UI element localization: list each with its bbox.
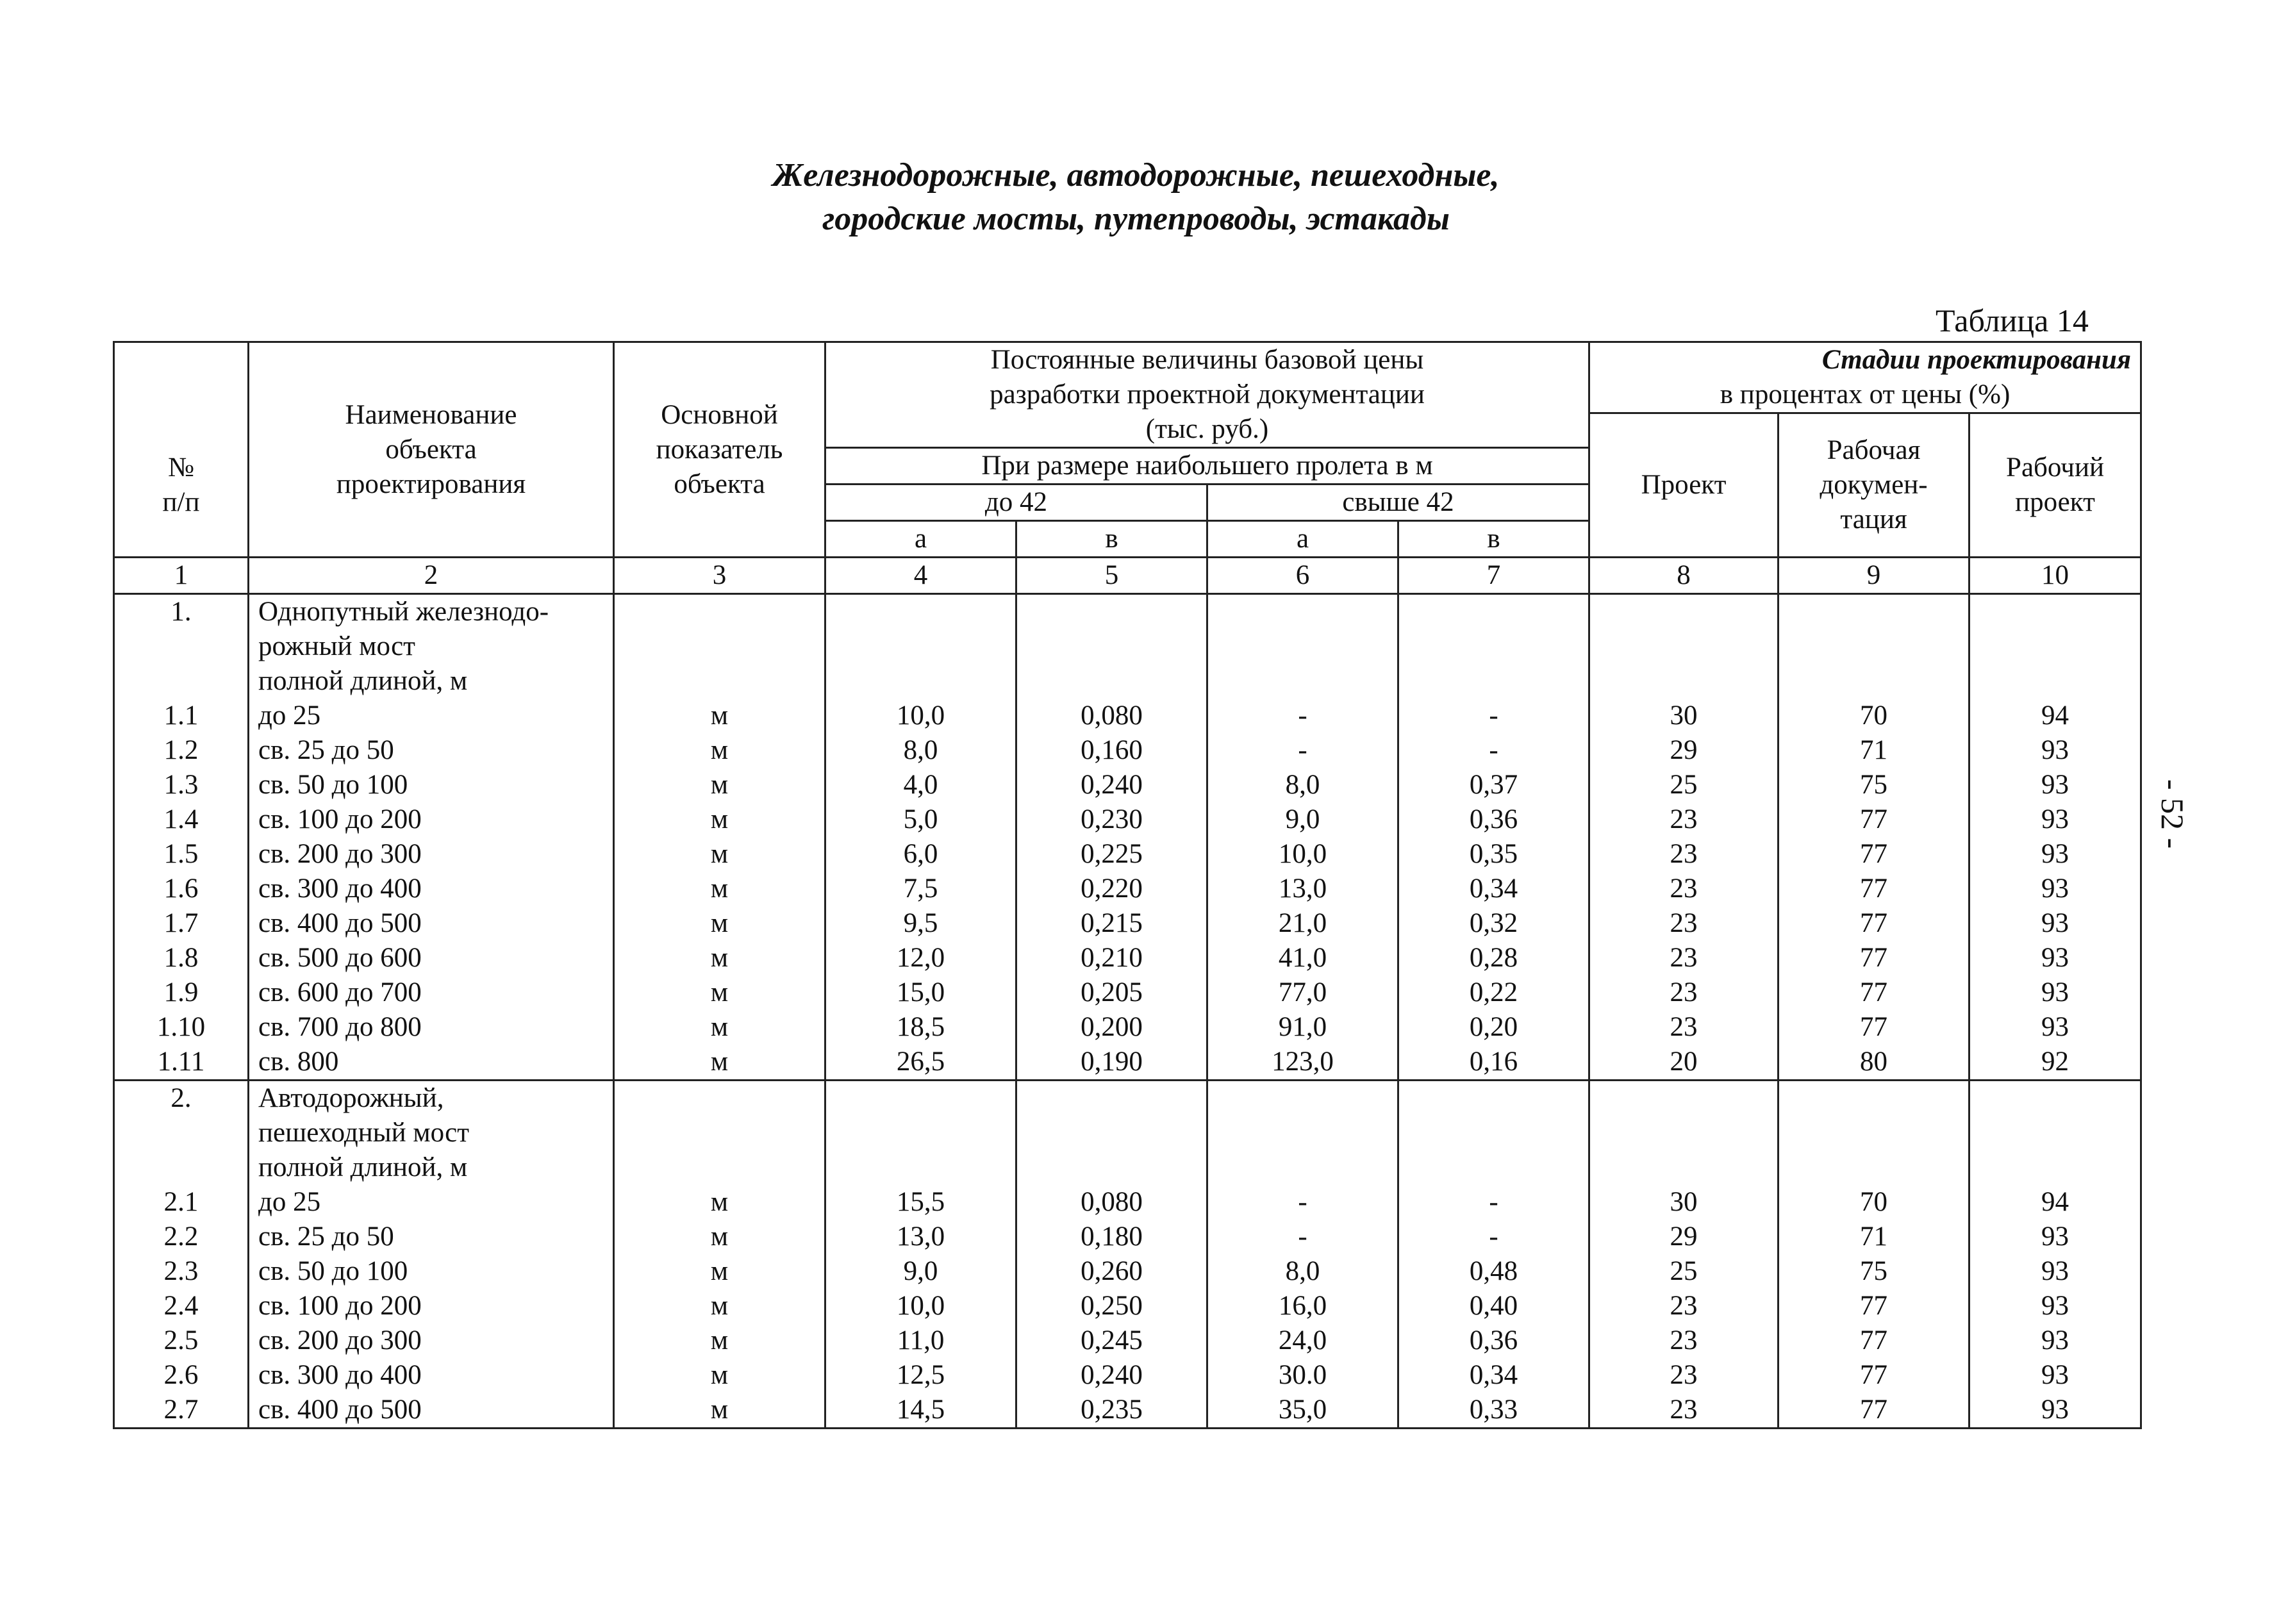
- row-unit: м: [614, 1010, 825, 1045]
- row-upto-b: 0,205: [1016, 975, 1207, 1010]
- row-project-pct: 30: [1589, 699, 1779, 733]
- row-upto-b: 0,250: [1016, 1289, 1207, 1323]
- section-name-line: Автодорожный,: [258, 1083, 444, 1113]
- row-over-b: 0,22: [1398, 975, 1589, 1010]
- row-over-a: 13,0: [1207, 872, 1398, 906]
- row-project-pct: 20: [1589, 1045, 1779, 1081]
- row-number: 1.1: [114, 699, 249, 733]
- row-number: 1.2: [114, 733, 249, 768]
- row-workdoc-pct: 80: [1779, 1045, 1969, 1081]
- row-upto-a: 13,0: [825, 1220, 1016, 1254]
- empty-cell: [1016, 594, 1207, 699]
- section-number: 1.: [114, 594, 249, 699]
- row-workproj-pct: 93: [1969, 1220, 2141, 1254]
- section-name: [249, 594, 614, 699]
- row-project-pct: 23: [1589, 1323, 1779, 1358]
- row-project-pct: 23: [1589, 941, 1779, 975]
- row-upto-a: 9,5: [825, 906, 1016, 941]
- table-row: [114, 941, 2141, 975]
- column-number: 10: [1969, 558, 2141, 594]
- table-row: [114, 1010, 2141, 1045]
- row-over-a: 123,0: [1207, 1045, 1398, 1081]
- empty-cell: [1398, 594, 1589, 699]
- row-upto-a: 10,0: [825, 699, 1016, 733]
- table-row: [114, 733, 2141, 768]
- row-upto-a: 26,5: [825, 1045, 1016, 1081]
- row-project-pct: 23: [1589, 802, 1779, 837]
- row-unit: м: [614, 1393, 825, 1429]
- header-col-b-1: в: [1016, 521, 1207, 558]
- row-unit: м: [614, 768, 825, 802]
- column-number: 4: [825, 558, 1016, 594]
- row-upto-b: 0,235: [1016, 1393, 1207, 1429]
- row-over-b: 0,48: [1398, 1254, 1589, 1289]
- row-number: 1.6: [114, 872, 249, 906]
- row-name: св. 600 до 700: [249, 975, 614, 1010]
- section-name-line: Однопутный железнодо-: [258, 597, 549, 627]
- row-workdoc-pct: 70: [1779, 699, 1969, 733]
- table-body: [114, 558, 2141, 1429]
- row-name: св. 50 до 100: [249, 1254, 614, 1289]
- row-number: 2.4: [114, 1289, 249, 1323]
- row-workproj-pct: 93: [1969, 906, 2141, 941]
- row-number: 2.1: [114, 1185, 249, 1220]
- row-name: до 25: [249, 1185, 614, 1220]
- row-workproj-pct: 93: [1969, 1323, 2141, 1358]
- header-project: Проект: [1589, 413, 1779, 558]
- row-number: 1.4: [114, 802, 249, 837]
- table-row: [114, 1358, 2141, 1393]
- row-name: св. 300 до 400: [249, 1358, 614, 1393]
- row-workproj-pct: 93: [1969, 1010, 2141, 1045]
- row-number: 2.2: [114, 1220, 249, 1254]
- row-number: 1.8: [114, 941, 249, 975]
- row-number: 2.5: [114, 1323, 249, 1358]
- row-name: св. 700 до 800: [249, 1010, 614, 1045]
- row-unit: м: [614, 1358, 825, 1393]
- row-workdoc-pct: 71: [1779, 733, 1969, 768]
- row-workproj-pct: 93: [1969, 872, 2141, 906]
- row-upto-a: 6,0: [825, 837, 1016, 872]
- row-unit: м: [614, 872, 825, 906]
- row-name: до 25: [249, 699, 614, 733]
- row-over-a: 91,0: [1207, 1010, 1398, 1045]
- row-number: 2.3: [114, 1254, 249, 1289]
- column-number-row: [114, 558, 2141, 594]
- header-stages: Стадии проектирования в процентах от цены (%): [1589, 342, 2141, 413]
- section-name-line: пешеходный мост: [258, 1118, 470, 1148]
- row-name: св. 500 до 600: [249, 941, 614, 975]
- header-work-proj: Рабочий проект: [1969, 413, 2141, 558]
- empty-cell: [1969, 594, 2141, 699]
- row-upto-a: 15,5: [825, 1185, 1016, 1220]
- table-label: Таблица 14: [1936, 302, 2089, 338]
- row-project-pct: 25: [1589, 768, 1779, 802]
- row-project-pct: 23: [1589, 837, 1779, 872]
- row-workdoc-pct: 70: [1779, 1185, 1969, 1220]
- row-upto-a: 18,5: [825, 1010, 1016, 1045]
- row-name: св. 400 до 500: [249, 906, 614, 941]
- row-workdoc-pct: 77: [1779, 941, 1969, 975]
- empty-cell: [1779, 594, 1969, 699]
- table-row: [114, 975, 2141, 1010]
- table-row: [114, 1289, 2141, 1323]
- table-row: [114, 1220, 2141, 1254]
- title-line-2: городские мосты, путепроводы, эстакады: [822, 201, 1450, 237]
- row-project-pct: 23: [1589, 975, 1779, 1010]
- row-unit: м: [614, 802, 825, 837]
- row-name: св. 100 до 200: [249, 802, 614, 837]
- table-row: [114, 1045, 2141, 1081]
- header-col-a-1: а: [825, 521, 1016, 558]
- row-upto-a: 12,5: [825, 1358, 1016, 1393]
- section-name: [249, 1081, 614, 1186]
- row-workdoc-pct: 77: [1779, 837, 1969, 872]
- row-over-b: 0,36: [1398, 802, 1589, 837]
- table-row: [114, 802, 2141, 837]
- row-project-pct: 30: [1589, 1185, 1779, 1220]
- row-over-a: -: [1207, 733, 1398, 768]
- table-row: [114, 699, 2141, 733]
- empty-cell: [825, 1081, 1016, 1186]
- row-workdoc-pct: 77: [1779, 975, 1969, 1010]
- row-workdoc-pct: 77: [1779, 1358, 1969, 1393]
- row-over-a: 77,0: [1207, 975, 1398, 1010]
- row-workproj-pct: 93: [1969, 975, 2141, 1010]
- row-name: св. 50 до 100: [249, 768, 614, 802]
- row-upto-b: 0,240: [1016, 768, 1207, 802]
- table-header: [114, 342, 2141, 558]
- price-table: [113, 341, 2142, 1429]
- row-upto-a: 14,5: [825, 1393, 1016, 1429]
- header-col-b-2: в: [1398, 521, 1589, 558]
- row-name: св. 400 до 500: [249, 1393, 614, 1429]
- header-num: № п/п: [114, 342, 249, 558]
- row-workdoc-pct: 77: [1779, 1323, 1969, 1358]
- row-over-a: 35,0: [1207, 1393, 1398, 1429]
- row-workproj-pct: 93: [1969, 1254, 2141, 1289]
- row-over-a: 10,0: [1207, 837, 1398, 872]
- row-over-a: 30.0: [1207, 1358, 1398, 1393]
- row-upto-b: 0,080: [1016, 699, 1207, 733]
- empty-cell: [1207, 594, 1398, 699]
- row-project-pct: 29: [1589, 1220, 1779, 1254]
- row-workproj-pct: 92: [1969, 1045, 2141, 1081]
- header-span-size: При размере наибольшего пролета в м: [825, 448, 1589, 485]
- section-number: 2.: [114, 1081, 249, 1186]
- row-unit: м: [614, 1323, 825, 1358]
- row-number: 1.11: [114, 1045, 249, 1081]
- row-upto-a: 10,0: [825, 1289, 1016, 1323]
- row-project-pct: 25: [1589, 1254, 1779, 1289]
- column-number: 1: [114, 558, 249, 594]
- row-over-b: -: [1398, 1185, 1589, 1220]
- row-workproj-pct: 93: [1969, 1358, 2141, 1393]
- row-upto-b: 0,230: [1016, 802, 1207, 837]
- header-span-over: свыше 42: [1207, 485, 1589, 521]
- row-upto-b: 0,190: [1016, 1045, 1207, 1081]
- row-workproj-pct: 94: [1969, 699, 2141, 733]
- row-over-a: -: [1207, 1220, 1398, 1254]
- row-number: 1.7: [114, 906, 249, 941]
- row-over-a: -: [1207, 1185, 1398, 1220]
- row-over-a: 9,0: [1207, 802, 1398, 837]
- row-upto-b: 0,240: [1016, 1358, 1207, 1393]
- row-over-b: 0,28: [1398, 941, 1589, 975]
- row-upto-a: 4,0: [825, 768, 1016, 802]
- row-upto-a: 12,0: [825, 941, 1016, 975]
- row-upto-a: 8,0: [825, 733, 1016, 768]
- row-upto-b: 0,200: [1016, 1010, 1207, 1045]
- row-number: 1.9: [114, 975, 249, 1010]
- row-over-a: 8,0: [1207, 768, 1398, 802]
- empty-cell: [614, 1081, 825, 1186]
- empty-cell: [1016, 1081, 1207, 1186]
- column-number: 7: [1398, 558, 1589, 594]
- row-over-a: 41,0: [1207, 941, 1398, 975]
- header-col-a-2: а: [1207, 521, 1398, 558]
- row-unit: м: [614, 837, 825, 872]
- row-workdoc-pct: 75: [1779, 768, 1969, 802]
- row-over-b: 0,16: [1398, 1045, 1589, 1081]
- row-upto-a: 7,5: [825, 872, 1016, 906]
- column-number: 6: [1207, 558, 1398, 594]
- title-line-1: Железнодорожные, автодорожные, пешеходные,: [772, 157, 1500, 194]
- row-workdoc-pct: 77: [1779, 1289, 1969, 1323]
- row-name: св. 25 до 50: [249, 1220, 614, 1254]
- row-workdoc-pct: 77: [1779, 1010, 1969, 1045]
- row-over-b: 0,32: [1398, 906, 1589, 941]
- row-workproj-pct: 93: [1969, 1393, 2141, 1429]
- row-over-b: 0,20: [1398, 1010, 1589, 1045]
- row-over-b: -: [1398, 733, 1589, 768]
- row-number: 2.6: [114, 1358, 249, 1393]
- row-name: св. 200 до 300: [249, 1323, 614, 1358]
- row-number: 1.3: [114, 768, 249, 802]
- row-over-a: 24,0: [1207, 1323, 1398, 1358]
- row-project-pct: 23: [1589, 1393, 1779, 1429]
- row-workproj-pct: 93: [1969, 1289, 2141, 1323]
- section-header-row: [114, 1081, 2141, 1186]
- document-title: [0, 154, 2272, 241]
- section-name-line: полной длиной, м: [258, 1152, 468, 1182]
- row-unit: м: [614, 1220, 825, 1254]
- table-row: [114, 837, 2141, 872]
- row-number: 1.10: [114, 1010, 249, 1045]
- section-name-line: рожный мост: [258, 631, 415, 661]
- row-over-a: -: [1207, 699, 1398, 733]
- empty-cell: [1589, 1081, 1779, 1186]
- empty-cell: [825, 594, 1016, 699]
- header-span-upto: до 42: [825, 485, 1207, 521]
- row-upto-b: 0,260: [1016, 1254, 1207, 1289]
- section-header-row: [114, 594, 2141, 699]
- row-over-b: 0,34: [1398, 1358, 1589, 1393]
- row-workproj-pct: 93: [1969, 941, 2141, 975]
- row-workproj-pct: 93: [1969, 802, 2141, 837]
- table-row: [114, 1393, 2141, 1429]
- row-project-pct: 23: [1589, 1358, 1779, 1393]
- row-unit: м: [614, 1289, 825, 1323]
- row-project-pct: 23: [1589, 1289, 1779, 1323]
- column-number: 9: [1779, 558, 1969, 594]
- row-name: св. 25 до 50: [249, 733, 614, 768]
- row-workproj-pct: 93: [1969, 733, 2141, 768]
- row-name: св. 100 до 200: [249, 1289, 614, 1323]
- row-name: св. 800: [249, 1045, 614, 1081]
- row-upto-a: 15,0: [825, 975, 1016, 1010]
- row-upto-a: 5,0: [825, 802, 1016, 837]
- row-workdoc-pct: 71: [1779, 1220, 1969, 1254]
- table-row: [114, 1323, 2141, 1358]
- row-unit: м: [614, 975, 825, 1010]
- empty-cell: [1398, 1081, 1589, 1186]
- row-unit: м: [614, 1254, 825, 1289]
- empty-cell: [1207, 1081, 1398, 1186]
- row-upto-b: 0,220: [1016, 872, 1207, 906]
- row-upto-b: 0,080: [1016, 1185, 1207, 1220]
- table-row: [114, 906, 2141, 941]
- table-row: [114, 1185, 2141, 1220]
- row-over-b: 0,40: [1398, 1289, 1589, 1323]
- row-unit: м: [614, 1185, 825, 1220]
- row-over-b: -: [1398, 699, 1589, 733]
- column-number: 2: [249, 558, 614, 594]
- row-unit: м: [614, 699, 825, 733]
- row-workproj-pct: 94: [1969, 1185, 2141, 1220]
- row-workproj-pct: 93: [1969, 837, 2141, 872]
- row-project-pct: 23: [1589, 1010, 1779, 1045]
- row-workproj-pct: 93: [1969, 768, 2141, 802]
- row-project-pct: 29: [1589, 733, 1779, 768]
- row-upto-b: 0,215: [1016, 906, 1207, 941]
- row-upto-b: 0,160: [1016, 733, 1207, 768]
- row-unit: м: [614, 1045, 825, 1081]
- row-over-a: 8,0: [1207, 1254, 1398, 1289]
- row-upto-a: 11,0: [825, 1323, 1016, 1358]
- table-row: [114, 768, 2141, 802]
- empty-cell: [1779, 1081, 1969, 1186]
- empty-cell: [614, 594, 825, 699]
- section-name-line: полной длиной, м: [258, 666, 468, 696]
- row-workdoc-pct: 77: [1779, 872, 1969, 906]
- row-over-a: 16,0: [1207, 1289, 1398, 1323]
- row-upto-a: 9,0: [825, 1254, 1016, 1289]
- row-workdoc-pct: 77: [1779, 906, 1969, 941]
- row-upto-b: 0,225: [1016, 837, 1207, 872]
- column-number: 3: [614, 558, 825, 594]
- row-project-pct: 23: [1589, 872, 1779, 906]
- row-number: 2.7: [114, 1393, 249, 1429]
- row-over-b: 0,36: [1398, 1323, 1589, 1358]
- row-over-b: 0,35: [1398, 837, 1589, 872]
- row-unit: м: [614, 733, 825, 768]
- row-workdoc-pct: 77: [1779, 1393, 1969, 1429]
- row-over-b: -: [1398, 1220, 1589, 1254]
- page-number: - 52 -: [2155, 779, 2191, 849]
- header-base-price: Постоянные величины базовой цены разработки проектной документации (тыс. руб.): [825, 342, 1589, 448]
- row-unit: м: [614, 941, 825, 975]
- column-number: 5: [1016, 558, 1207, 594]
- row-upto-b: 0,210: [1016, 941, 1207, 975]
- row-name: св. 200 до 300: [249, 837, 614, 872]
- row-number: 1.5: [114, 837, 249, 872]
- empty-cell: [1969, 1081, 2141, 1186]
- header-indicator: Основной показатель объекта: [614, 342, 825, 558]
- row-over-b: 0,33: [1398, 1393, 1589, 1429]
- column-number: 8: [1589, 558, 1779, 594]
- row-workdoc-pct: 77: [1779, 802, 1969, 837]
- row-over-b: 0,37: [1398, 768, 1589, 802]
- row-unit: м: [614, 906, 825, 941]
- row-project-pct: 23: [1589, 906, 1779, 941]
- row-over-a: 21,0: [1207, 906, 1398, 941]
- empty-cell: [1589, 594, 1779, 699]
- header-work-doc: Рабочая докумен- тация: [1779, 413, 1969, 558]
- row-over-b: 0,34: [1398, 872, 1589, 906]
- header-name: Наименование объекта проектирования: [249, 342, 614, 558]
- row-upto-b: 0,245: [1016, 1323, 1207, 1358]
- row-upto-b: 0,180: [1016, 1220, 1207, 1254]
- table-row: [114, 1254, 2141, 1289]
- row-workdoc-pct: 75: [1779, 1254, 1969, 1289]
- row-name: св. 300 до 400: [249, 872, 614, 906]
- table-row: [114, 872, 2141, 906]
